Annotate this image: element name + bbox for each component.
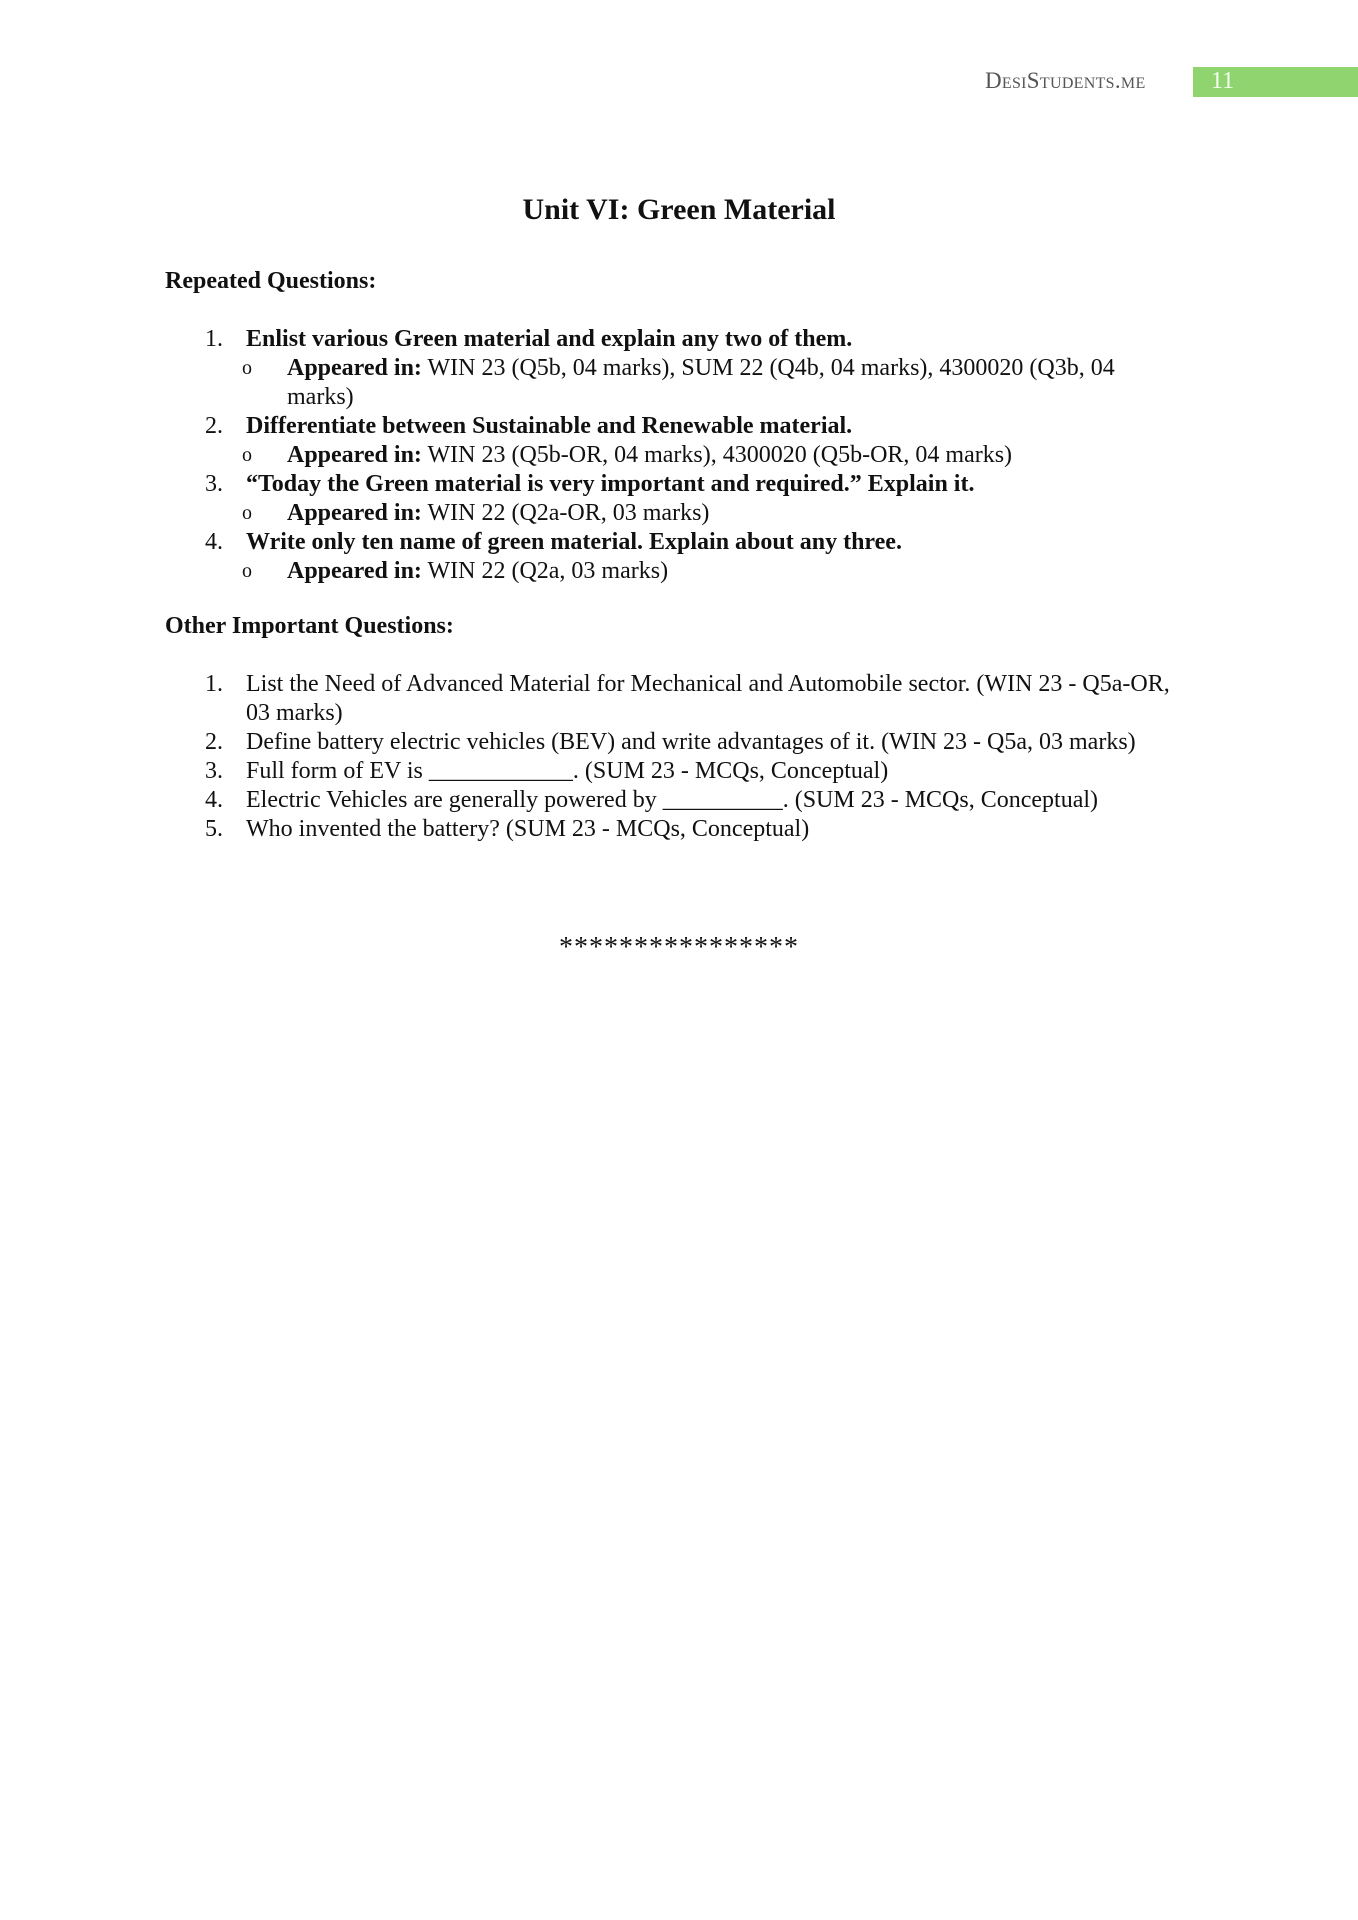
bullet-icon: o (242, 502, 252, 524)
list-item (205, 325, 1180, 412)
question-text: “Today the Green material is very important and required.” Explain it. (246, 471, 975, 497)
appeared-label: Appeared in: (287, 355, 422, 381)
question-text: Full form of EV is ____________. (SUM 23 - MCQs, Conceptual) (246, 758, 889, 784)
page-title: Unit VI: Green Material (522, 193, 836, 226)
appeared-label: Appeared in: (287, 558, 422, 584)
question-text: Electric Vehicles are generally powered by __________. (SUM 23 - MCQs, Conceptual) (246, 787, 1099, 813)
item-number: 2. (205, 413, 223, 439)
list-item (205, 670, 1180, 728)
item-number: 1. (205, 326, 223, 352)
separator-stars: **************** (559, 932, 799, 963)
item-number: 2. (205, 729, 223, 755)
appeared-label: Appeared in: (287, 442, 422, 468)
repeated-questions-list (205, 325, 1180, 586)
page-number-bar (1193, 67, 1358, 97)
item-number: 4. (205, 787, 223, 813)
other-questions-heading: Other Important Questions: (165, 613, 454, 639)
list-item (205, 470, 1180, 528)
bullet-icon: o (242, 357, 252, 379)
page-number: 11 (1211, 68, 1235, 94)
list-item (205, 815, 1180, 844)
bullet-icon: o (242, 560, 252, 582)
question-text: List the Need of Advanced Material for Mechanical and Automobile sector. (WIN 23 - Q5a-OR, 03 marks) (246, 671, 1170, 726)
question-text: Enlist various Green material and explain any two of them. (246, 326, 853, 352)
appeared-label: Appeared in: (287, 500, 422, 526)
list-item (205, 728, 1180, 757)
item-number: 3. (205, 758, 223, 784)
list-item (205, 412, 1180, 470)
question-text: Define battery electric vehicles (BEV) and write advantages of it. (WIN 23 - Q5a, 03 marks) (246, 729, 1136, 755)
bullet-icon: o (242, 444, 252, 466)
question-text: Who invented the battery? (SUM 23 - MCQs, Conceptual) (246, 816, 810, 842)
repeated-questions-heading: Repeated Questions: (165, 268, 377, 294)
item-number: 4. (205, 529, 223, 555)
list-item (205, 528, 1180, 586)
appeared-text: WIN 22 (Q2a, 03 marks) (421, 558, 669, 584)
appeared-text: WIN 23 (Q5b-OR, 04 marks), 4300020 (Q5b-OR, 04 marks) (421, 442, 1013, 468)
item-number: 1. (205, 671, 223, 697)
list-item (205, 786, 1180, 815)
appeared-text: WIN 23 (Q5b, 04 marks), SUM 22 (Q4b, 04 marks), 4300020 (Q3b, 04 marks) (287, 355, 1115, 410)
other-questions-list (205, 670, 1180, 844)
question-text: Write only ten name of green material. Explain about any three. (246, 529, 902, 555)
item-number: 5. (205, 816, 223, 842)
question-text: Differentiate between Sustainable and Renewable material. (246, 413, 853, 439)
site-name: DesiStudents.me (985, 68, 1146, 93)
item-number: 3. (205, 471, 223, 497)
appeared-text: WIN 22 (Q2a-OR, 03 marks) (421, 500, 710, 526)
list-item (205, 757, 1180, 786)
